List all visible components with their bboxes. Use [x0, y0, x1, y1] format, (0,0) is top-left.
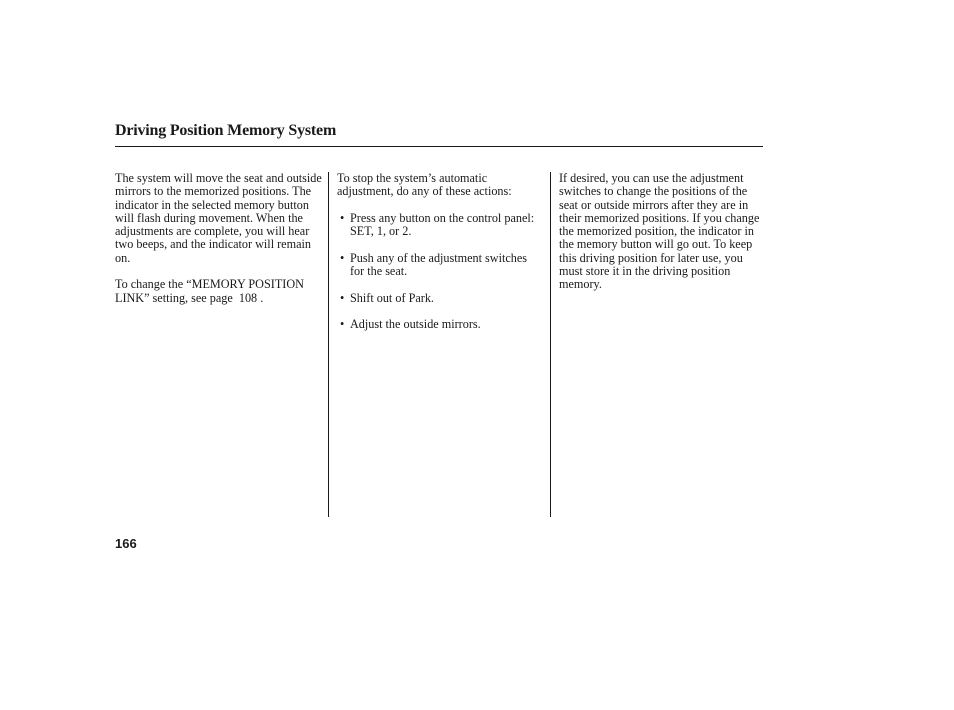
stop-adjustment-intro: To stop the system’s automatic adjustment, do any of these actions:	[337, 171, 512, 199]
title-divider	[115, 146, 763, 147]
list-item-text: Push any of the adjustment switches for the seat.	[350, 250, 528, 279]
bullet-icon: •	[340, 290, 345, 305]
column-1	[115, 172, 323, 305]
column-2	[337, 172, 542, 345]
bullet-icon: •	[340, 250, 345, 265]
section-title: Driving Position Memory System	[115, 122, 337, 139]
list-item-text: Press any button on the control panel: SET, 1, or 2.	[350, 210, 535, 239]
memory-link-reference: To change the “MEMORY POSITION LINK” setting, see page 108 .	[115, 277, 304, 305]
list-item-text: Shift out of Park.	[350, 290, 434, 305]
memory-move-description: The system will move the seat and outside mirrors to the memorized positions. The indicator in the selected memory button will flash during movement. When the adjustments are complete, you will hear two beeps, and the indicator will remain on.	[115, 171, 322, 265]
column-divider-1	[328, 172, 329, 517]
page-number: 166	[115, 536, 137, 551]
manual-adjustment-description: If desired, you can use the adjustment switches to change the positions of the seat or outside mirrors after they are in their memorized positions. If you change the memorized position, the indicator in the memory button will go out. To keep this driving position for later use, you must store it in the driving position memory.	[559, 171, 760, 292]
stop-actions-list	[337, 212, 542, 332]
column-3	[559, 172, 763, 292]
bullet-icon: •	[340, 317, 345, 332]
list-item	[337, 292, 542, 305]
list-item-text: Adjust the outside mirrors.	[350, 317, 481, 332]
list-item	[337, 252, 542, 279]
list-item	[337, 212, 542, 239]
bullet-icon: •	[340, 210, 345, 225]
list-item	[337, 318, 542, 331]
column-divider-2	[550, 172, 551, 517]
